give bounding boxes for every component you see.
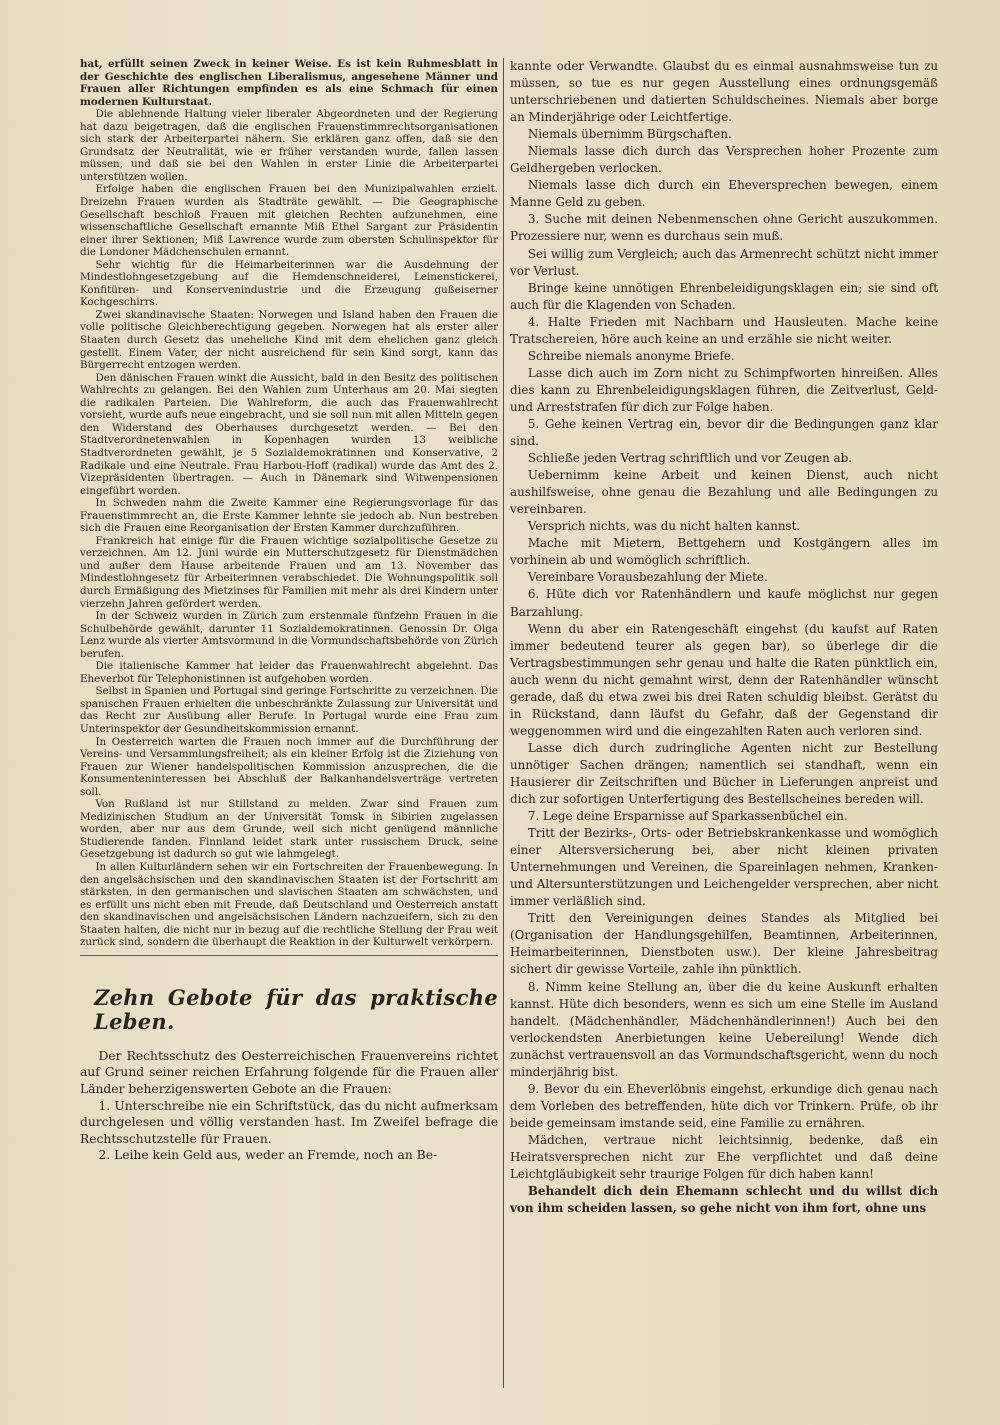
commandment-paragraph: Niemals lasse dich durch ein Eheversprechen bewegen, einem Manne Geld zu geben.	[510, 178, 938, 210]
article-paragraph: Die ablehnende Haltung vieler liberaler Abgeordneten und der Regierung hat dazu beigetragen, daß die englischen Frauenstimmrechtsorganisationen sich stark der Arbeiterpartei nähern. Sie erklären ganz offen, daß sie den Grundsatz der Neutralität, wie er früher verstanden wurde, fallen lassen müssen, und daß sie bei den Wahlen in erster Linie die Arbeiterpartei unterstützen wollen.	[80, 108, 498, 183]
article-paragraph: Sehr wichtig für die Heimarbeiterinnen war die Ausdehnung der Mindestlohngesetzgebung auf die Hemdenschneiderei, Leinenstickerei, Konfitüren- und Konservenindustrie und die Erzeugung gußeiserner Kochgeschirrs.	[80, 258, 498, 309]
section-divider	[80, 955, 498, 956]
commandment-paragraph: Mädchen, vertraue nicht leichtsinnig, bedenke, daß ein Heiratsversprechen nicht zur Ehe verpflichtet und daß deine Leichtgläubigkeit sehr traurige Folgen für dich haben kann!	[510, 1132, 938, 1182]
right-column	[510, 58, 938, 1388]
intro-paragraph: Der Rechtsschutz des Oesterreichischen Frauenvereins richtet auf Grund seiner reichen Erfahrung folgende für die Frauen aller Länder beherzigenswerten Gebote an die Frauen:	[80, 1048, 498, 1097]
commandment-paragraph: 7. Lege deine Ersparnisse auf Sparkassenbüchel ein.	[527, 809, 848, 824]
article-paragraph: In Oesterreich warten die Frauen noch immer auf die Durchführung der Vereins- und Versammlungsfreiheit; als ein kleiner Erfolg ist die Ziziehung von Frauen zur Wiener handelspolitischen Kommission anzusprechen, die die Konsumenteninteressen bei Abschluß der Balkanhandelsverträge vertreten soll.	[80, 735, 498, 798]
commandment-paragraph: Lasse dich durch zudringliche Agenten nicht zur Bestellung unnötiger Sachen drängen; namentlich sei standhaft, wenn ein Hausierer dir Zeitschriften und Bücher in Lieferungen anpreist und dich zur sofortigen Unterfertigung des Bestellscheines bereden will.	[510, 740, 938, 807]
column-rule	[503, 58, 504, 1388]
commandment-paragraph: 6. Hüte dich vor Ratenhändlern und kaufe möglichst nur gegen Barzahlung.	[510, 587, 938, 619]
commandment-paragraph: 9. Bevor du ein Eheverlöbnis eingehst, erkundige dich genau nach dem Vorleben des betreffenden, hüte dich vor Trinkern. Prüfe, ob ihr beide gemeinsam imstande seid, eine Familie zu ernähren.	[510, 1081, 938, 1130]
commandment-paragraph: Wenn du aber ein Ratengeschäft eingehst (du kaufst auf Raten immer bedeutend teurer als gegen bar), so überlege dir die Vertragsbestimmungen sehr genau und halte die Raten pünktlich ein, auch wenn du nicht gemahnt wirst, denn der Ratenhändler wünscht gerade, daß du etwa zwei bis drei Raten schuldig bleibst. Gerätst du in Rückstand, dann läufst du Gefahr, daß der Gegenstand dir weggenommen wird und die eingezahlten Raten auch verloren sind.	[510, 621, 938, 738]
commandment-paragraph: Versprich nichts, was du nicht halten kannst.	[527, 519, 801, 534]
commandment-paragraph: 8. Nimm keine Stellung an, über die du keine Auskunft erhalten kannst. Hüte dich besonders, wenn es sich um eine Stelle im Ausland handelt. (Mädchenhändler, Mädchenhändlerinnen!) Auch bei den verlockendsten Anerbietungen keine Uebereilung! Wende dich zunächst vertrauensvoll an das Vormundschaftsgericht, wenn du noch minderjährig bist.	[510, 979, 938, 1079]
commandment-paragraph: Niemals lasse dich durch das Versprechen hoher Prozente zum Geldhergeben verlocken.	[510, 144, 938, 176]
commandment-paragraph: Schreibe niemals anonyme Briefe.	[527, 348, 735, 363]
article-paragraph: Erfolge haben die englischen Frauen bei den Munizipalwahlen erzielt. Dreizehn Frauen wurden als Stadträte gewählt. — Die Geographische Gesellschaft beschloß Frauen mit gleichen Rechten aufzunehmen, eine wissenschaftliche Gesellschaft ernannte Miß Ethel Sargant zur Präsidentin einer ihrer Sektionen; Miß Lawrence wurde zum obersten Schulinspektor für die Londoner Mädchenschulen ernannt.	[80, 183, 498, 259]
commandment-paragraph: Schließe jeden Vertrag schriftlich und vor Zeugen ab.	[527, 451, 853, 466]
commandment-paragraph: 3. Suche mit deinen Nebenmenschen ohne Gericht auszukommen. Prozessiere nur, wenn es durchaus sein muß.	[510, 212, 938, 244]
commandment-paragraph: Behandelt dich dein Ehemann schlecht und du willst dich von ihm scheiden lassen, so gehe nicht von ihm fort, ohne uns	[510, 1184, 938, 1216]
article-paragraph: Zwei skandinavische Staaten: Norwegen und Island haben den Frauen die volle politische Gleichberechtigung gegeben. Norwegen hat als erster aller Staaten durch Gesetz das uneheliche Kind mit dem ehelichen ganz gleich gestellt. Einem Vater, der nicht ausreichend für sein Kind sorgt, kann das Bürgerrecht entzogen werden.	[80, 308, 498, 372]
article-paragraph: In allen Kulturländern sehen wir ein Fortschreiten der Frauenbewegung. In den angelsächsischen und den skandinavischen Staaten ist der Fortschritt am stärksten, in den germanischen und slavischen Staaten am schwächsten, und es erfüllt uns nicht eben mit Freude, daß Deutschland und Oesterreich anstatt den skandinavischen und angelsächsischen Ländern nachzueifern, sich zu den Staaten halten, die nicht nur in bezug auf die rechtliche Stellung der Frau weit zurück sind, sondern die überhaupt die Reaktion in der Kulturwelt verkörpern.	[80, 861, 498, 949]
article-paragraph: Von Rußland ist nur Stillstand zu melden. Zwar sind Frauen zum Medizinischen Studium an der Universität Tomsk in Sibirien zugelassen worden, aber nur aus dem Grunde, weil sich nicht genügend männliche Studierende fanden. Finnland leidet stark unter russischem Druck, seine Gesetzgebung ist dadurch so gut wie lahmgelegt.	[80, 798, 498, 861]
article-paragraph: Frankreich hat einige für die Frauen wichtige sozialpolitische Gesetze zu verzeichnen. Am 12. Juni wurde ein Mutterschutzgesetz für Dienstmädchen und außer dem Hause arbeitende Frauen und am 13. November das Mindestlohngesetz für Arbeiterinnen verabschiedet. Die Wohnungspolitik soll durch Ermäßigung des Mietzinses für Familien mit mehr als drei Kindern unter vierzehn Jahren gefördert werden.	[80, 534, 498, 610]
article-paragraph: In Schweden nahm die Zweite Kammer eine Regierungsvorlage für das Frauenstimmrecht an, die Erste Kammer lehnte sie jedoch ab. Nun bestreben sich die Frauen eine Reorganisation der Ersten Kammer durchzuführen.	[80, 497, 498, 535]
commandment-paragraph: Sei willig zum Vergleich; auch das Armenrecht schützt nicht immer vor Verlust.	[510, 246, 938, 278]
left-column	[80, 58, 498, 1398]
commandment-paragraph: Bringe keine unnötigen Ehrenbeleidigungsklagen ein; sie sind oft auch für die Klagenden von Schaden.	[510, 280, 938, 312]
commandment-paragraph: Mache mit Mietern, Bettgehern und Kostgängern alles im vorhinein ab und womöglich schriftlich.	[510, 536, 938, 568]
article-paragraph: Den dänischen Frauen winkt die Aussicht, bald in den Besitz des politischen Wahlrechts zu gelangen. Bei den Wahlen zum Unterhaus am 20. Mai siegten die radikalen Parteien. Die Wahlreform, die auch das Frauenwahlrecht vorsieht, wurde aufs neue eingebracht, und sie soll nun mit allen Mitteln gegen den Widerstand des Oberhauses durchgesetzt werden. — Bei den Stadtverordnetenwahlen in Kopenhagen wurden 13 weibliche Stadtverordneten gewählt, je 5 Sozialdemokratinnen und Konservative, 2 Radikale und eine Neutrale. Frau Harbou-Hoff (radikal) wurde das Amt des 2. Vizepräsidenten übertragen. — Auch in Dänemark sind Witwenpensionen eingeführt worden.	[80, 371, 498, 497]
article-paragraph: hat, erfüllt seinen Zweck in keiner Weise. Es ist kein Ruhmesblatt in der Geschichte des englischen Liberalismus, angesehene Männer und Frauen aller Richtungen empfinden es als eine Schmach für einen modernen Kulturstaat.	[80, 58, 498, 108]
commandment-paragraph: kannte oder Verwandte. Glaubst du es einmal ausnahmsweise tun zu müssen, so tue es nur gegen Ausstellung eines ordnungsgemäß unterschriebenen und datierten Schuldscheines. Niemals aber borge an Minderjährige oder Leichtfertige.	[510, 59, 938, 125]
headline: Zehn Gebote für das praktische Leben.	[94, 984, 498, 1034]
commandment-paragraph: Lasse dich auch im Zorn nicht zu Schimpfworten hinreißen. Alles dies kann zu Ehrenbeleidigungsklagen führen, die Zeitverlust, Geld- und Arreststrafen für dich zur Folge haben.	[510, 365, 938, 414]
commandment-paragraph: Tritt den Vereinigungen deines Standes als Mitglied bei (Organisation der Handlungsgehilfen, Beamtinnen, Arbeiterinnen, Heimarbeiterinnen, Dienstboten usw.). Der kleine Jahresbeitrag sichert dir gewisse Vorteile, zahle ihn pünktlich.	[510, 911, 938, 977]
article-paragraph: Die italienische Kammer hat leider das Frauenwahlrecht abgelehnt. Das Eheverbot für Telephonistinnen ist aufgehoben worden.	[80, 660, 498, 685]
commandment-paragraph: Vereinbare Vorausbezahlung der Miete.	[527, 570, 768, 585]
commandment-paragraph: Niemals übernimm Bürgschaften.	[527, 127, 732, 142]
commandment-paragraph: 1. Unterschreibe nie ein Schriftstück, das du nicht aufmerksam durchgelesen und völlig verstanden hast. Im Zweifel befrage die Rechtsschutzstelle für Frauen.	[80, 1098, 498, 1146]
article-paragraph: Selbst in Spanien und Portugal sind geringe Fortschritte zu verzeichnen. Die spanischen Frauen erhielten die unbeschränkte Zulassung zur Universität und das Recht zur Ausübung aller Berufe. In Portugal wurde eine Frau zum Unterinspektor der Gesundheitskommission ernannt.	[80, 685, 498, 735]
commandment-paragraph: 5. Gehe keinen Vertrag ein, bevor dir die Bedingungen ganz klar sind.	[510, 416, 938, 449]
article-paragraph: In der Schweiz wurden in Zürich zum erstenmale fünfzehn Frauen in die Schulbehörde gewählt, darunter 11 Sozialdemokratinnen. Genossin Dr. Olga Lenz wurde als vierter Amtsvormund in die Vormundschaftsbehörde von Zürich berufen.	[80, 610, 498, 660]
commandment-paragraph: 2. Leihe kein Geld aus, weder an Fremde, noch an Be-	[98, 1148, 438, 1163]
commandment-paragraph: Uebernimm keine Arbeit und keinen Dienst, auch nicht aushilfsweise, ohne genau die Bezahlung und alle Bedingungen zu vereinbaren.	[510, 468, 938, 517]
commandment-paragraph: Tritt der Bezirks-, Orts- oder Betriebskrankenkasse und womöglich einer Altersversicherung bei, aber nicht kleinen privaten Unternehmungen und Vereinen, die Spareinlagen nehmen, Kranken- und Altersunterstützungen und Leichengelder versprechen, aber nicht immer verläßlich sind.	[510, 826, 938, 909]
commandment-paragraph: 4. Halte Frieden mit Nachbarn und Hausleuten. Mache keine Tratschereien, höre auch keine an und erzähle sie nicht weiter.	[510, 314, 938, 346]
